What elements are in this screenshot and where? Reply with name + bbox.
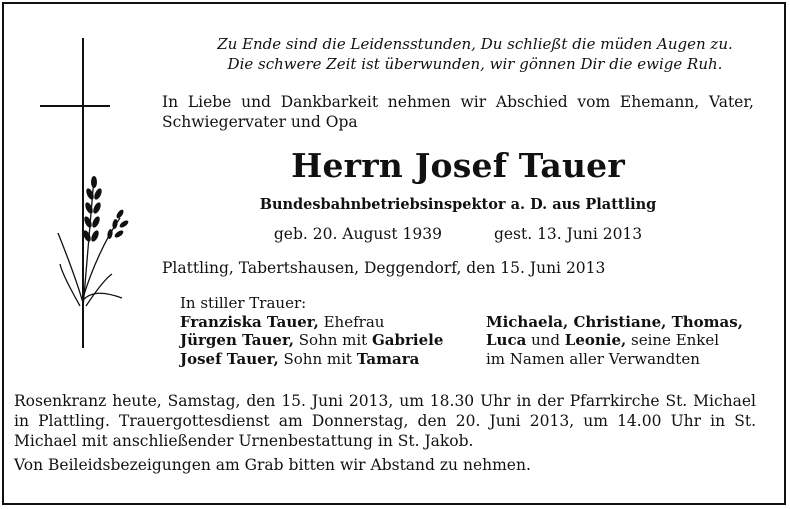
grandchild-name: Luca bbox=[486, 331, 527, 349]
mourner-entry bbox=[180, 313, 486, 332]
deceased-name: Herrn Josef Tauer bbox=[291, 146, 625, 185]
mourners-block bbox=[180, 294, 754, 368]
mourner-name: Josef Tauer, bbox=[180, 349, 279, 368]
mourners-heading: In stiller Trauer: bbox=[180, 294, 307, 312]
deceased-title: Bundesbahnbetriebsinspektor a. D. aus Plattling bbox=[259, 196, 657, 213]
mourner-partner: Tamara bbox=[356, 349, 420, 368]
mourner-relation: Sohn mit bbox=[278, 349, 357, 368]
mourner-relation: Ehefrau bbox=[318, 312, 385, 331]
grandchild-name: Leonie, bbox=[564, 331, 627, 349]
place-and-date: Plattling, Tabertshausen, Deggendorf, den 15. Juni 2013 bbox=[162, 259, 606, 277]
poem-line: Zu Ende sind die Leidensstunden, Du schließt die müden Augen zu. bbox=[217, 35, 733, 53]
death-date: gest. 13. Juni 2013 bbox=[493, 225, 643, 243]
grandchildren-names: Michaela, Christiane, Thomas, bbox=[486, 312, 743, 331]
mourners-row bbox=[180, 313, 754, 332]
life-dates bbox=[162, 224, 754, 244]
mourner-partner: Gabriele bbox=[371, 331, 444, 349]
mourner-entry bbox=[486, 313, 754, 332]
cross-with-wheat-icon bbox=[40, 38, 150, 348]
mourner-relation: seine Enkel bbox=[626, 331, 720, 349]
mourners-row bbox=[180, 331, 754, 350]
service-info: Rosenkranz heute, Samstag, den 15. Juni 2013, um 18.30 Uhr in der Pfarrkirche St. Michael in Plattling. Trauergottesdienst am Donnerstag, den 20. Juni 2013, um 14.00 Uhr in St. Michael mit anschließender Urnenbestattung in St. Jakob. bbox=[14, 392, 756, 450]
mourner-name: Franziska Tauer, bbox=[180, 312, 319, 331]
conjunction: und bbox=[526, 331, 565, 349]
intro-text: In Liebe und Dankbarkeit nehmen wir Abschied vom Ehemann, Vater, Schwiegervater und Opa bbox=[162, 93, 754, 131]
mourner-entry bbox=[180, 331, 486, 350]
mourner-name: Jürgen Tauer, bbox=[180, 331, 294, 349]
closing-note: Von Beileidsbezeigungen am Grab bitten wir Abstand zu nehmen. bbox=[14, 456, 531, 474]
mourner-entry: im Namen aller Verwandten bbox=[486, 349, 700, 368]
poem-line: Die schwere Zeit ist überwunden, wir gönnen Dir die ewige Ruh. bbox=[227, 55, 723, 73]
mourners-row bbox=[180, 350, 754, 369]
mourner-relation: Sohn mit bbox=[294, 331, 372, 349]
poem-verse bbox=[190, 34, 760, 74]
birth-date: geb. 20. August 1939 bbox=[273, 225, 442, 243]
mourner-entry bbox=[180, 350, 486, 369]
mourner-entry bbox=[486, 331, 754, 350]
